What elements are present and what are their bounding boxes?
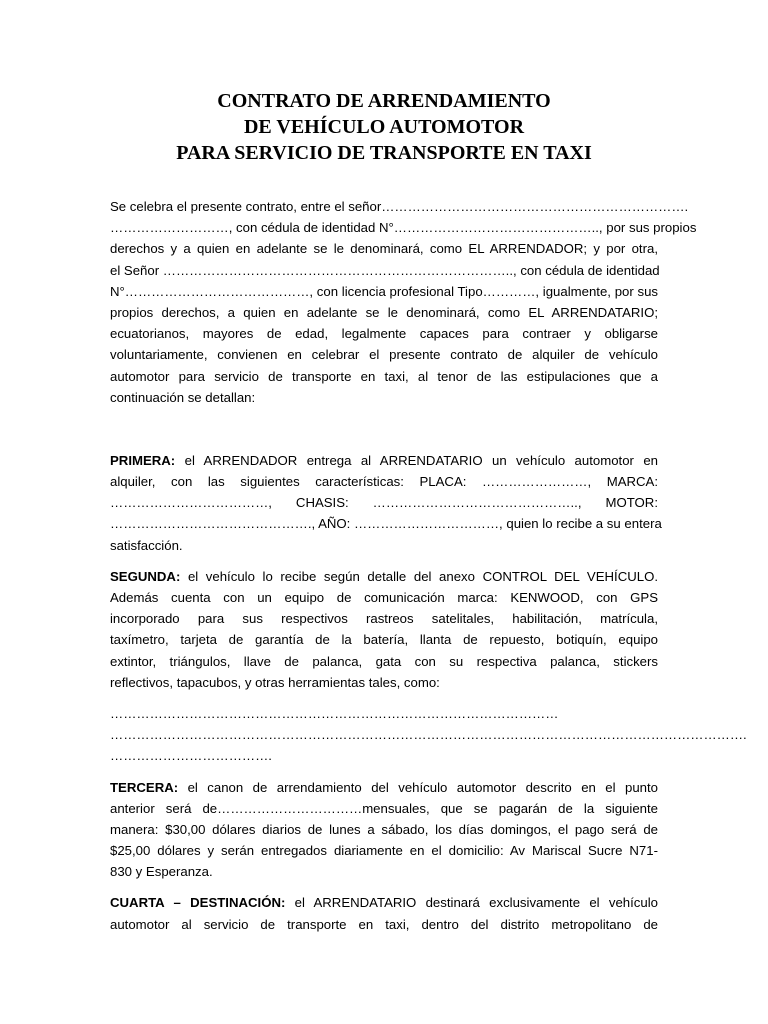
clause-segunda <box>110 566 658 693</box>
title-line: PARA SERVICIO DE TRANSPORTE EN TAXI <box>176 142 592 164</box>
clause-label: CUARTA – DESTINACIÓN: <box>110 895 286 911</box>
text-line: taxímetro, tarjeta de garantía de la batería, llanta de repuesto, botiquín, equipo <box>110 632 658 648</box>
clause-tercera <box>110 777 658 883</box>
clause-label: TERCERA: <box>110 779 179 795</box>
clause-label: PRIMERA: <box>110 452 176 468</box>
text-line: el ARRENDATARIO destinará exclusivamente el vehículo <box>285 895 658 911</box>
document-title <box>0 88 768 166</box>
title-line: DE VEHÍCULO AUTOMOTOR <box>243 116 525 138</box>
text-line: automotor para servicio de transporte en taxi, al tenor de las estipulaciones que a <box>110 368 658 384</box>
text-line: satisfacción. <box>110 537 183 553</box>
text-line: 830 y Esperanza. <box>110 864 213 880</box>
fill-in-dots <box>110 703 747 767</box>
text-line: reflectivos, tapacubos, y otras herramientas tales, como: <box>110 674 440 690</box>
text-line: propios derechos, a quien en adelante se le denominará, como EL ARRENDATARIO; <box>110 304 658 320</box>
text-line: extintor, triángulos, llave de palanca, gata con su respectiva palanca, stickers <box>110 653 658 669</box>
dotted-line: ………………………………………………………………………………………………………………………………. <box>110 727 747 743</box>
text-line: Se celebra el presente contrato, entre el señor……………………………………………………………. <box>110 199 689 214</box>
text-line: el canon de arrendamiento del vehículo automotor descrito en el punto <box>178 779 658 795</box>
title-line: CONTRATO DE ARRENDAMIENTO <box>217 90 551 112</box>
text-line: derechos y a quien en adelante se le denominará, como EL ARRENDADOR; y por otra, <box>110 241 658 257</box>
text-line: incorporado para sus respectivos rastreos satelitales, habilitación, matrícula, <box>110 611 658 627</box>
clause-primera <box>110 450 662 556</box>
text-line: ………………………………, CHASIS: ……………………………………….., MOTOR: <box>110 495 658 511</box>
dotted-line: ………………………………………………………………………………………… <box>110 705 559 721</box>
text-line: el vehículo lo recibe según detalle del anexo CONTROL DEL VEHÍCULO. <box>180 568 658 584</box>
text-line: manera: $30,00 dólares diarios de lunes a sábado, los días domingos, el pago será de <box>110 821 658 837</box>
text-line: el ARRENDADOR entrega al ARRENDATARIO un vehículo automotor en <box>175 452 658 468</box>
intro-paragraph <box>110 196 697 408</box>
document-body <box>110 196 747 935</box>
text-line: el Señor …………………………………………………………………….., con cédula de identidad <box>110 262 660 278</box>
clause-label: SEGUNDA: <box>110 568 181 584</box>
clause-cuarta <box>110 892 658 934</box>
dotted-line: ………………………………. <box>110 748 272 764</box>
text-line: ecuatorianos, mayores de edad, legalmente capaces para contraer y obligarse <box>110 326 658 342</box>
text-line: automotor al servicio de transporte en taxi, dentro del distrito metropolitano de <box>110 916 658 932</box>
text-line: voluntariamente, convienen en celebrar el presente contrato de alquiler de vehículo <box>110 347 658 363</box>
text-line: N°……………………………………, con licencia profesional Tipo…………, igualmente, por sus <box>110 283 658 299</box>
text-line: $25,00 dólares y serán entregados diariamente en el domicilio: Av Mariscal Sucre N71- <box>110 843 658 859</box>
text-line: ………………………………………., AÑO: ……………………………, quien lo recibe a su entera <box>110 516 662 532</box>
text-line: continuación se detallan: <box>110 389 256 405</box>
text-line: ………………………, con cédula de identidad N°……………………………………….., por sus propios <box>110 220 697 236</box>
text-line: anterior será de……………………………mensuales, que se pagarán de la siguiente <box>110 800 658 816</box>
text-line: Además cuenta con un equipo de comunicación marca: KENWOOD, con GPS <box>110 590 658 605</box>
text-line: alquiler, con las siguientes características: PLACA: ……………………, MARCA: <box>110 474 658 490</box>
